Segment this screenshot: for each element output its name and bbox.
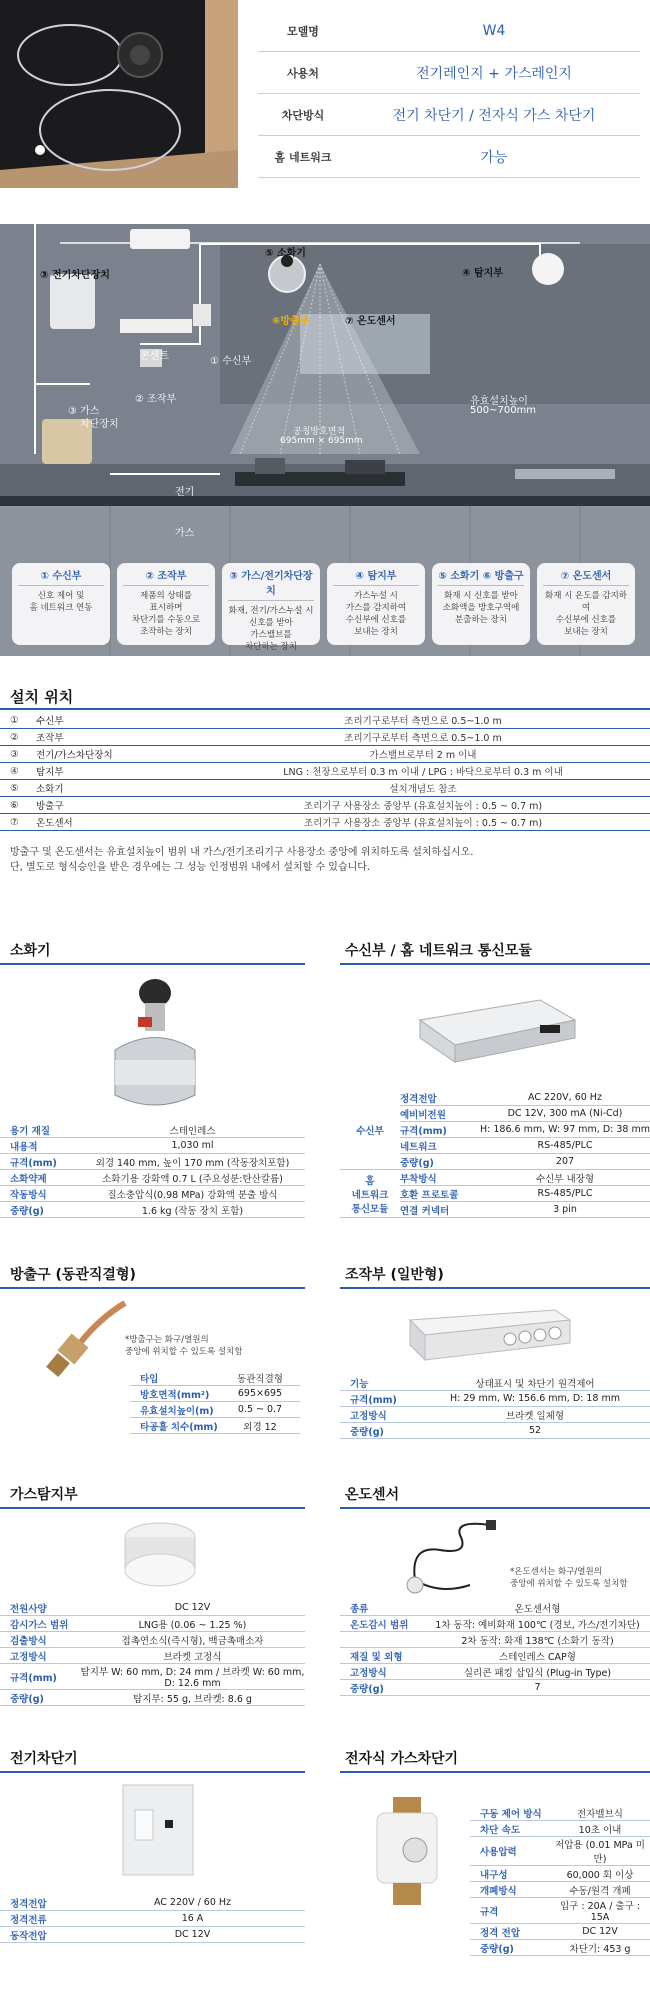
spec-value: 저압용 (0.01 MPa 미만) [555,1840,645,1865]
temp-sensor-title: 온도센서 [345,1487,400,1503]
spec-value: 수신부 내장형 [535,1173,595,1185]
receiver-group-label [340,1090,400,1170]
install-row-location: 조리기구로부터 측면으로 0.5~1.0 m [344,733,502,744]
install-row-number: ⑥ [10,799,19,811]
top-spec-value: 가능 [480,149,508,166]
spec-key: 용기 재질 [10,1125,51,1137]
component-card-desc-line: 보내는 장치 [564,627,608,637]
spec-value: 207 [555,1156,575,1167]
spec-row [340,1375,650,1391]
install-table [0,712,650,831]
spec-key: 중량(g) [480,1943,514,1955]
spec-row [470,1882,650,1898]
spec-value: H: 29 mm, W: 156.6 mm, D: 18 mm [450,1393,620,1404]
spec-row [400,1106,650,1122]
install-row [0,763,650,780]
install-note-line-1: 방출구 및 온도센서는 유효설치높이 범위 내 가스/전기조리기구 사용장소 중앙에 위치하도록 설치하십시오. [10,847,474,858]
spec-key: 방호면적(mm²) [140,1389,210,1401]
component-card [432,563,530,645]
spec-key: 중량(g) [350,1426,384,1438]
component-card-title: ⑦ 온도센서 [543,567,629,586]
component-card-desc [537,590,635,638]
spec-value: 브라켓 고정식 [163,1651,222,1663]
top-spec-table [258,10,640,178]
temp-sensor-image [400,1515,520,1608]
component-card-desc [222,605,320,653]
spec-row [0,1138,305,1154]
spec-key: 예비비전원 [400,1109,446,1121]
label-gas-valve-2: 차단장치 [80,419,119,430]
spec-row [0,1600,305,1616]
install-row-item: 조작부 [36,733,64,744]
label-controller: ② 조작부 [135,394,177,405]
detector-spec-table [0,1600,305,1706]
component-card-title: ③ 가스/전기차단장치 [228,567,314,601]
temp-sensor-note-line-2: 중앙에 위치할 수 있도록 설치함 [510,1579,628,1589]
spec-key: 유효설치높이(m) [140,1405,214,1417]
nozzle-title: 방출구 (동관직결형) [10,1267,136,1283]
install-row-number: ③ [10,748,19,760]
top-spec-row [258,94,640,136]
component-card-desc-line: 가스를 감지하여 [345,603,407,613]
receiver-title-bar [340,963,650,965]
receiver-image [410,990,580,1073]
install-row-item: 전기/가스차단장치 [36,750,113,761]
spec-row [400,1202,650,1218]
spec-row [0,1122,305,1138]
component-card-desc [117,590,215,638]
gas-valve-title-bar [340,1771,650,1773]
top-spec-value: 전기 차단기 / 전자식 가스 차단기 [392,107,596,124]
spec-key: 재질 및 외형 [350,1651,403,1663]
label-outlet: 콘센트 [140,351,169,362]
spec-key: 내구성 [480,1869,508,1881]
spec-row [0,1154,305,1170]
install-note-line-2: 단, 별도로 형식승인을 받은 경우에는 그 성능 인정범위 내에서 설치할 수 있습니다. [10,862,371,873]
spec-value: 동관직결형 [237,1373,283,1385]
spec-row [340,1632,650,1648]
install-row-item: 수신부 [36,716,64,727]
controller-spec-table [340,1375,650,1439]
spec-key: 사용압력 [480,1847,517,1858]
spec-key: 내용적 [10,1141,38,1153]
detector-image [115,1515,205,1598]
component-card-desc-line: 수신부에 신호를 [555,615,617,625]
spec-row [130,1370,300,1386]
spec-value: 소화기용 강화액 0.7 L (주요성분:탄산칼륨) [102,1173,283,1185]
component-card-desc-line: 표시하며 [149,603,183,613]
receiver-spec-table [340,1090,650,1218]
label-gas: 가스 [175,528,195,539]
install-row-number: ② [10,731,19,743]
spec-value: 수동/원격 개폐 [569,1885,631,1897]
spec-row [400,1186,650,1202]
nozzle-image [40,1298,130,1386]
spec-value: 스테인레스 [169,1125,216,1137]
install-row [0,814,650,831]
spec-row [400,1138,650,1154]
label-height-2: 500~700mm [470,405,537,416]
component-card-desc-line: 수신부에 신호를 [345,615,407,625]
spec-value: 1차 동작: 예비화재 100℃ (경보, 가스/전기차단) [435,1619,640,1631]
spec-key: 규격 [480,1906,499,1918]
gas-valve-image [365,1795,450,1918]
spec-row [400,1122,650,1138]
spec-value: 외경 140 mm, 높이 170 mm (작동장치포함) [95,1157,290,1169]
receiver-group-label-line: 홈 [365,1175,375,1187]
spec-key: 정격전압 [400,1093,437,1105]
receiver-group-rows [400,1090,650,1170]
spec-key: 동작전압 [10,1930,47,1942]
spec-value: 탐지부 W: 60 mm, D: 24 mm / 브라켓 W: 60 mm, D: 12.6 mm [80,1667,305,1689]
spec-key: 호환 프로토콜 [400,1189,459,1201]
install-row-location: 조리기구 사용장소 중앙부 (유효설치높이 : 0.5 ~ 0.7 m) [303,818,543,829]
detector-title: 가스탐지부 [10,1487,78,1503]
label-breaker: ③ 전기차단장치 [40,270,110,281]
spec-row [340,1664,650,1680]
install-row-number: ① [10,714,19,726]
spec-key: 온도감시 범위 [350,1619,409,1631]
spec-key: 중량(g) [10,1693,44,1705]
spec-value: DC 12V [174,1602,211,1613]
spec-row [340,1680,650,1696]
spec-row [340,1407,650,1423]
spec-value: DC 12V [174,1929,211,1940]
nozzle-note-line-1: *방출구는 화구/열원의 [125,1335,209,1345]
controller-image [405,1305,575,1368]
breaker-image [115,1780,200,1883]
top-spec-key: 모델명 [287,24,319,38]
spec-key: 연결 커넥터 [400,1205,450,1217]
spec-key: 고정방식 [10,1651,47,1663]
spec-row [340,1648,650,1664]
top-spec-row [258,136,640,178]
install-row-location: LNG : 천장으로부터 0.3 m 이내 / LPG : 바닥으로부터 0.3 m 이내 [283,767,563,778]
receiver-group-label-line: 네트워크 [351,1189,389,1201]
spec-value: 접촉연소식(즉시형), 백금촉매소자 [121,1635,264,1647]
component-card-desc [12,590,110,614]
spec-key: 종류 [350,1603,369,1615]
install-row-item: 탐지부 [36,767,64,778]
spec-key: 규격(mm) [10,1672,57,1684]
spec-key: 타공홀 치수(mm) [140,1421,218,1433]
component-card-desc-line: 소화액을 방호구역에 [442,603,520,613]
spec-value: 1,030 ml [171,1140,214,1151]
component-card-desc-line: 분출하는 장치 [455,615,507,625]
gas-valve-title: 전자식 가스차단기 [345,1751,459,1767]
controller-title-bar [340,1287,650,1289]
component-card-desc [432,590,530,626]
spec-row [400,1154,650,1170]
spec-key: 검출방식 [10,1635,47,1647]
spec-row [0,1690,305,1706]
spec-value: 0.5 ~ 0.7 [237,1404,283,1415]
component-card-desc-line: 조작하는 장치 [140,627,192,637]
spec-row [340,1391,650,1407]
install-row-number: ⑤ [10,782,19,794]
spec-value: RS-485/PLC [537,1188,593,1199]
extinguisher-title-bar [0,963,305,965]
spec-row [130,1386,300,1402]
nozzle-title-bar [0,1287,305,1289]
component-card-desc-line: 가스누설 시 [354,591,398,601]
spec-key: 구동 제어 방식 [480,1808,542,1820]
breaker-title-bar [0,1771,305,1773]
component-card-desc-line: 화재 시 신호를 받아 [444,591,518,601]
install-row-location: 조리기구로부터 측면으로 0.5~1.0 m [344,716,502,727]
spec-row [340,1423,650,1439]
spec-value: 10초 이내 [578,1824,622,1836]
receiver-group [340,1090,650,1170]
install-row [0,712,650,729]
install-row-item: 소화기 [36,784,64,795]
top-spec-key: 차단방식 [281,108,325,122]
component-card [327,563,425,645]
spec-value: 52 [528,1425,542,1436]
breaker-title: 전기차단기 [10,1751,78,1767]
spec-value: H: 186.6 mm, W: 97 mm, D: 38 mm [480,1124,650,1135]
install-row-location: 조리기구 사용장소 중앙부 (유효설치높이 : 0.5 ~ 0.7 m) [303,801,543,812]
component-card [12,563,110,645]
spec-row [470,1898,650,1924]
temp-sensor-note-line-1: *온도센서는 화구/열원의 [510,1567,602,1577]
spec-value: 외경 12 [243,1421,277,1433]
spec-key: 고정방식 [350,1667,387,1679]
spec-key: 부착방식 [400,1173,437,1185]
component-card-title: ⑤ 소화기 ⑥ 방출구 [438,567,524,586]
spec-row [470,1837,650,1866]
spec-key: 기능 [350,1378,369,1390]
spec-key: 중량(g) [400,1157,434,1169]
receiver-group [340,1170,650,1218]
top-spec-row [258,52,640,94]
installation-diagram [0,224,650,656]
spec-value: 전자밸브식 [577,1808,623,1820]
spec-value: DC 12V, 300 mA (Ni-Cd) [507,1108,623,1119]
component-card-desc-line: 홈 네트워크 연동 [29,603,93,613]
spec-key: 개폐방식 [480,1885,517,1897]
label-height-1: 유효설치높이 [470,396,528,407]
spec-key: 정격전류 [10,1914,47,1926]
spec-row [0,1186,305,1202]
spec-key: 정격전압 [10,1898,47,1910]
receiver-group-label [340,1170,400,1218]
spec-value: 탐지부: 55 g, 브라켓: 8.6 g [133,1693,252,1705]
component-card-desc-line: 제품의 상태를 [140,591,192,601]
spec-key: 규격(mm) [10,1157,57,1169]
top-spec-key: 홈 네트워크 [274,150,332,164]
top-spec-value: 전기레인지 + 가스레인지 [416,65,572,82]
spec-row [470,1866,650,1882]
label-electric: 전기 [175,487,195,498]
spec-value: 차단기: 453 g [569,1943,631,1955]
spec-key: 규격(mm) [400,1125,447,1137]
spec-value: AC 220V, 60 Hz [528,1092,602,1103]
extinguisher-image [100,975,210,1118]
spec-key: 네트워크 [400,1141,437,1153]
component-card-desc-line: 신호를 받아 [249,618,293,628]
component-card-desc-line: 화재, 전기/가스누설 시 [228,606,314,616]
spec-value: LNG용 (0.06 ~ 1.25 %) [138,1619,247,1631]
install-title: 설치 위치 [10,688,74,706]
spec-value: 60,000 회 이상 [566,1869,634,1881]
install-row-number: ④ [10,765,19,777]
spec-row [0,1616,305,1632]
breaker-spec-table [0,1895,305,1943]
spec-row [400,1170,650,1186]
spec-key: 타입 [140,1373,159,1385]
temp-sensor-note [510,1566,628,1590]
detector-title-bar [0,1507,305,1509]
spec-row [0,1895,305,1911]
component-card [222,563,320,652]
nozzle-spec-table [130,1370,300,1434]
spec-key: 고정방식 [350,1410,387,1422]
spec-row [470,1821,650,1837]
install-row-location: 설치개념도 참조 [389,784,457,795]
top-spec-value: W4 [482,22,506,39]
cooktop-photo [0,0,238,188]
top-spec-row [258,10,640,52]
spec-row [0,1202,305,1218]
spec-row [0,1911,305,1927]
spec-row [0,1648,305,1664]
component-card-title: ① 수신부 [18,567,104,586]
receiver-title: 수신부 / 홈 네트워크 통신모듈 [345,943,532,959]
install-title-bar [0,708,650,710]
spec-key: 정격 전압 [480,1927,521,1939]
spec-key: 중량(g) [10,1205,44,1217]
spec-value: 스테인레스 CAP형 [499,1651,576,1663]
spec-value: 질소충압식(0.98 MPa) 강화액 분출 방식 [107,1189,278,1201]
nozzle-note-line-2: 중앙에 위치할 수 있도록 설치함 [125,1347,243,1357]
receiver-group-label-line: 수신부 [356,1125,384,1137]
component-card [537,563,635,645]
component-card-desc-line: 신호 제어 및 [37,591,85,601]
spec-value: 1.6 kg (작동 장치 포함) [141,1205,244,1217]
temp-sensor-title-bar [340,1507,650,1509]
label-temp-sensor: ⑦ 온도센서 [345,316,396,327]
component-card-desc-line: 가스밸브를 [250,630,292,640]
spec-value: 실리콘 패킹 삽입식 (Plug-in Type) [463,1667,612,1679]
spec-value: 상태표시 및 차단기 원격제어 [475,1378,595,1390]
install-note [10,845,473,875]
spec-row [470,1805,650,1821]
spec-key: 중량(g) [350,1683,384,1695]
label-area-1: 공칭방호면적 [293,427,346,437]
spec-key: 차단 속도 [480,1824,521,1836]
spec-row [0,1927,305,1943]
extinguisher-spec-table [0,1122,305,1218]
component-card-desc-line: 보내는 장치 [354,627,398,637]
component-card-desc [327,590,425,638]
spec-value: 온도센서형 [514,1603,561,1615]
label-detector: ④ 탐지부 [462,268,503,279]
spec-row [470,1924,650,1940]
component-card-desc-line: 화재 시 온도를 감지하여 [544,591,627,613]
extinguisher-title: 소화기 [10,943,51,959]
label-receiver: ① 수신부 [210,356,252,367]
spec-row [0,1632,305,1648]
label-extinguisher: ⑤ 소화기 [265,248,306,259]
spec-row [0,1664,305,1690]
spec-value: 16 A [181,1913,204,1924]
install-row-item: 온도센서 [36,818,73,829]
spec-value: RS-485/PLC [537,1140,593,1151]
spec-value: 7 [534,1682,541,1693]
spec-row [470,1940,650,1956]
controller-title: 조작부 (일반형) [345,1267,444,1283]
install-row [0,746,650,763]
nozzle-note [125,1334,243,1358]
install-row-number: ⑦ [10,816,19,828]
spec-row [400,1090,650,1106]
install-row-item: 방출구 [36,801,64,812]
label-gas-valve-1: ③ 가스 [68,406,100,417]
label-area-2: 695mm × 695mm [280,436,363,446]
spec-value: AC 220V / 60 Hz [153,1897,232,1908]
component-card-desc-line: 차단하는 장치 [245,642,297,652]
temp-sensor-spec-table [340,1600,650,1696]
spec-row [130,1418,300,1434]
spec-row [340,1616,650,1632]
spec-key: 감시가스 범위 [10,1619,69,1631]
top-spec-key: 사용처 [287,66,319,80]
component-card [117,563,215,645]
spec-row [130,1402,300,1418]
spec-value: 2차 동작: 화재 138℃ (소화기 동작) [461,1635,614,1647]
spec-value: 입구 : 20A / 출구 : 15A [560,1901,640,1923]
receiver-group-label-line: 통신모듈 [351,1203,389,1215]
install-row-location: 가스밸브로부터 2 m 이내 [369,750,477,761]
spec-row [0,1170,305,1186]
receiver-group-rows [400,1170,650,1218]
spec-value: 3 pin [553,1204,577,1215]
component-card-title: ② 조작부 [123,567,209,586]
component-card-title: ④ 탐지부 [333,567,419,586]
install-row [0,797,650,814]
spec-value: 695×695 [237,1388,283,1399]
spec-key: 규격(mm) [350,1394,397,1406]
component-card-desc-line: 차단기를 수동으로 [131,615,201,625]
install-row [0,729,650,746]
spec-key: 전원사양 [10,1603,47,1615]
label-nozzle: ⑥방출구 [272,316,310,327]
spec-value: 브라켓 일체형 [505,1410,565,1422]
install-row [0,780,650,797]
spec-value: DC 12V [582,1926,618,1937]
spec-row [340,1600,650,1616]
spec-key: 작동방식 [10,1189,47,1201]
spec-key: 소화약제 [10,1173,47,1185]
gas-valve-spec-table [470,1805,650,1956]
